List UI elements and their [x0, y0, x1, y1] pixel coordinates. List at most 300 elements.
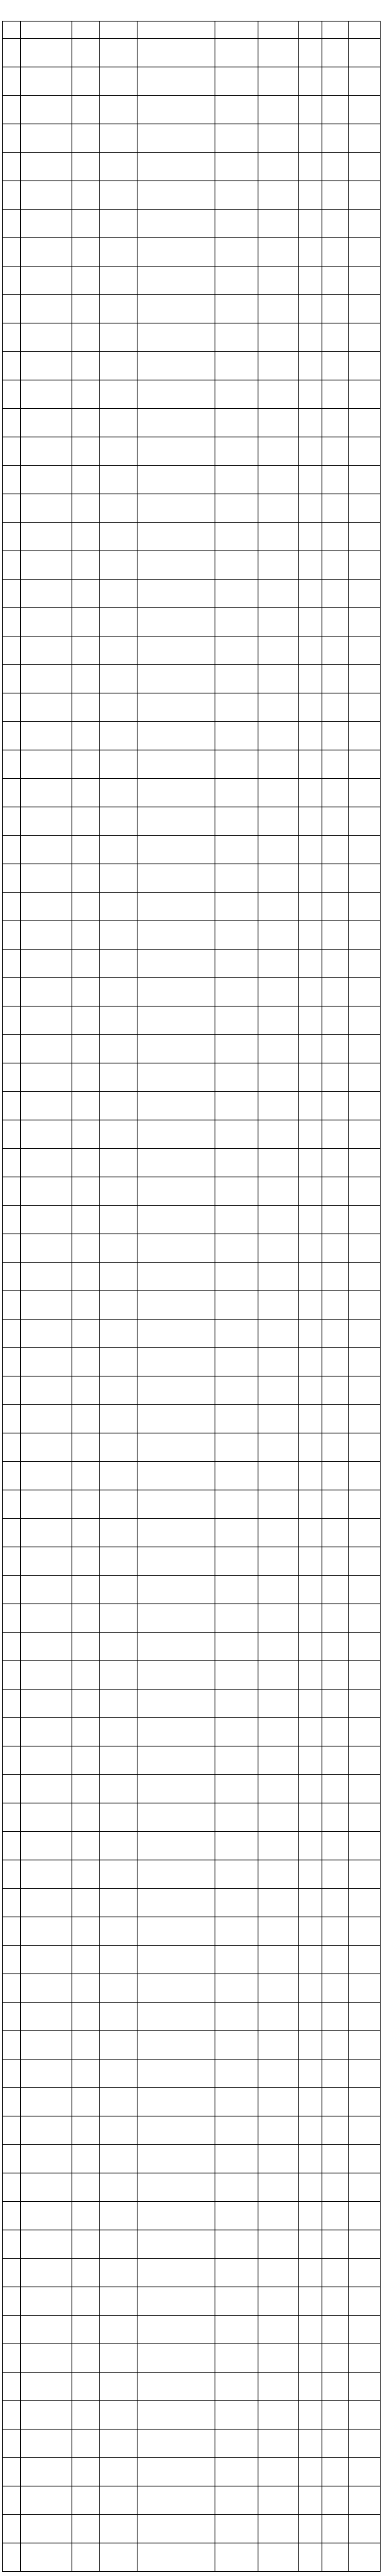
table-cell [299, 921, 322, 950]
table-cell [100, 950, 138, 978]
table-cell [258, 836, 299, 864]
table-cell [258, 1035, 299, 1063]
table-cell [72, 1377, 100, 1405]
table-cell [3, 2003, 21, 2031]
table-cell [138, 1860, 215, 1889]
table-cell [322, 1092, 349, 1120]
table-cell [299, 1206, 322, 1234]
table-cell [3, 637, 21, 665]
table-cell [258, 2173, 299, 2202]
table-cell [21, 2287, 72, 2316]
table-cell [3, 1547, 21, 1576]
table-cell [100, 2060, 138, 2088]
table-cell [21, 1604, 72, 1633]
table-cell [100, 323, 138, 352]
table-cell [258, 1832, 299, 1860]
table-cell [299, 352, 322, 380]
table-cell [299, 2515, 322, 2543]
table-cell [258, 1007, 299, 1035]
table-cell [215, 1063, 258, 1092]
table-cell [299, 267, 322, 295]
table-cell [322, 2173, 349, 2202]
table-cell [215, 2344, 258, 2373]
table-cell [72, 380, 100, 409]
table-cell [3, 1120, 21, 1149]
table-row [3, 1035, 381, 1063]
table-cell [138, 580, 215, 608]
table-cell [3, 1263, 21, 1291]
table-cell [100, 2145, 138, 2173]
table-cell [100, 1433, 138, 1462]
table-cell [215, 665, 258, 693]
table-cell [138, 466, 215, 494]
table-cell [215, 124, 258, 153]
table-row [3, 2003, 381, 2031]
table-cell [349, 124, 381, 153]
table-cell [258, 2543, 299, 2572]
table-cell [258, 2486, 299, 2515]
table-cell [299, 1120, 322, 1149]
table-cell [258, 2373, 299, 2401]
table-cell [215, 1746, 258, 1775]
table-cell [258, 409, 299, 437]
table-cell [72, 2259, 100, 2287]
table-cell [138, 2060, 215, 2088]
table-cell [258, 1604, 299, 1633]
table-cell [322, 1519, 349, 1547]
table-cell [138, 1120, 215, 1149]
table-cell [349, 409, 381, 437]
table-cell [299, 2373, 322, 2401]
table-cell [258, 1519, 299, 1547]
table-cell [21, 978, 72, 1007]
table-cell [138, 2088, 215, 2116]
table-cell [299, 2031, 322, 2060]
table-cell [349, 2003, 381, 2031]
table-cell [215, 1775, 258, 1803]
table-cell [349, 1433, 381, 1462]
table-cell [258, 352, 299, 380]
table-cell [322, 580, 349, 608]
table-cell [138, 2003, 215, 2031]
table-row [3, 1234, 381, 1263]
table-cell [21, 1092, 72, 1120]
table-cell [72, 1604, 100, 1633]
table-cell [138, 39, 215, 67]
table-cell [21, 1803, 72, 1832]
table-cell [215, 779, 258, 807]
table-cell [3, 1092, 21, 1120]
table-cell [322, 2316, 349, 2344]
table-cell [138, 921, 215, 950]
table-cell [258, 1320, 299, 1348]
table-cell [349, 295, 381, 323]
table-cell [3, 238, 21, 267]
table-cell [322, 2430, 349, 2458]
table-cell [21, 494, 72, 523]
table-cell [258, 2202, 299, 2230]
table-cell [72, 608, 100, 637]
table-cell [21, 750, 72, 779]
table-cell [21, 2401, 72, 2430]
table-cell [72, 96, 100, 124]
table-cell [299, 1661, 322, 1690]
table-row [3, 978, 381, 1007]
table-cell [215, 1889, 258, 1917]
table-cell [322, 2031, 349, 2060]
table-cell [299, 1291, 322, 1320]
table-cell [100, 1746, 138, 1775]
table-cell [3, 124, 21, 153]
table-cell [138, 807, 215, 836]
table-cell [3, 693, 21, 722]
table-cell [299, 2430, 322, 2458]
table-cell [258, 2116, 299, 2145]
table-cell [138, 2316, 215, 2344]
table-cell [21, 437, 72, 466]
table-cell [72, 466, 100, 494]
table-cell [299, 580, 322, 608]
table-cell [215, 2259, 258, 2287]
table-row [3, 2060, 381, 2088]
table-cell [3, 1462, 21, 1490]
table-cell [322, 1490, 349, 1519]
table-cell [3, 893, 21, 921]
table-cell [258, 1775, 299, 1803]
table-cell [349, 1263, 381, 1291]
table-cell [215, 2373, 258, 2401]
table-cell [299, 978, 322, 1007]
table-cell [299, 2173, 322, 2202]
table-cell [100, 2543, 138, 2572]
table-cell [322, 693, 349, 722]
table-cell [138, 1405, 215, 1433]
table-cell [21, 1263, 72, 1291]
table-cell [21, 1775, 72, 1803]
table-row [3, 1519, 381, 1547]
table-cell [3, 921, 21, 950]
table-row [3, 1576, 381, 1604]
table-cell [72, 693, 100, 722]
table-cell [100, 124, 138, 153]
table-cell [3, 779, 21, 807]
table-cell [138, 437, 215, 466]
table-cell [349, 1547, 381, 1576]
table-cell [299, 1234, 322, 1263]
table-cell [3, 1917, 21, 1946]
table-cell [3, 2543, 21, 2572]
table-cell [72, 1433, 100, 1462]
table-cell [349, 2202, 381, 2230]
table-row [3, 1348, 381, 1377]
table-cell [299, 1177, 322, 1206]
table-cell [72, 978, 100, 1007]
table-cell [21, 2060, 72, 2088]
table-cell [21, 2458, 72, 2486]
table-cell [215, 1519, 258, 1547]
table-cell [21, 1348, 72, 1377]
table-row [3, 1377, 381, 1405]
table-cell [322, 1291, 349, 1320]
table-cell [349, 2344, 381, 2373]
table-cell [3, 39, 21, 67]
table-row [3, 380, 381, 409]
table-cell [21, 1120, 72, 1149]
table-cell [100, 1690, 138, 1718]
table-cell [322, 1433, 349, 1462]
table-cell [100, 409, 138, 437]
table-cell [322, 1547, 349, 1576]
table-cell [349, 1405, 381, 1433]
table-cell [322, 722, 349, 750]
table-cell [138, 1149, 215, 1177]
table-cell [215, 1462, 258, 1490]
table-cell [21, 1405, 72, 1433]
table-cell [349, 67, 381, 96]
table-cell [21, 153, 72, 181]
table-cell [322, 1348, 349, 1377]
table-cell [258, 2088, 299, 2116]
table-cell [322, 1206, 349, 1234]
table-cell [258, 210, 299, 238]
table-cell [215, 2060, 258, 2088]
table-row [3, 2116, 381, 2145]
table-cell [349, 1775, 381, 1803]
table-cell [349, 1718, 381, 1746]
table-cell [3, 1206, 21, 1234]
table-cell [100, 523, 138, 551]
table-cell [258, 2515, 299, 2543]
table-cell [138, 1661, 215, 1690]
table-cell [299, 1490, 322, 1519]
table-cell [349, 1177, 381, 1206]
table-cell [100, 2173, 138, 2202]
table-cell [3, 437, 21, 466]
table-cell [72, 1291, 100, 1320]
table-cell [100, 1889, 138, 1917]
table-cell [215, 1348, 258, 1377]
table-cell [72, 2515, 100, 2543]
table-cell [258, 1490, 299, 1519]
table-cell [258, 1974, 299, 2003]
table-cell [349, 1206, 381, 1234]
table-cell [138, 1547, 215, 1576]
table-cell [299, 1974, 322, 2003]
table-cell [21, 210, 72, 238]
table-cell [349, 1889, 381, 1917]
table-cell [72, 722, 100, 750]
table-cell [72, 2344, 100, 2373]
table-cell [258, 807, 299, 836]
table-cell [215, 1803, 258, 1832]
table-cell [72, 1007, 100, 1035]
table-cell [299, 2116, 322, 2145]
table-cell [100, 2031, 138, 2060]
table-cell [100, 864, 138, 893]
table-cell [322, 807, 349, 836]
table-cell [21, 238, 72, 267]
table-cell [3, 1576, 21, 1604]
table-cell [215, 2515, 258, 2543]
table-cell [322, 380, 349, 409]
table-cell [299, 409, 322, 437]
table-cell [100, 1263, 138, 1291]
table-cell [258, 466, 299, 494]
table-cell [322, 1149, 349, 1177]
header-cell [72, 22, 100, 39]
table-cell [3, 1433, 21, 1462]
table-cell [299, 1576, 322, 1604]
table-cell [72, 1746, 100, 1775]
table-cell [3, 864, 21, 893]
table-cell [258, 1149, 299, 1177]
table-cell [3, 2287, 21, 2316]
table-cell [322, 950, 349, 978]
table-cell [138, 1063, 215, 1092]
table-cell [138, 523, 215, 551]
table-cell [72, 836, 100, 864]
table-cell [258, 1690, 299, 1718]
table-cell [138, 1490, 215, 1519]
table-cell [3, 1803, 21, 1832]
table-cell [138, 608, 215, 637]
table-cell [258, 238, 299, 267]
table-cell [138, 1462, 215, 1490]
table-cell [100, 836, 138, 864]
table-cell [72, 2230, 100, 2259]
table-cell [322, 2116, 349, 2145]
table-cell [322, 836, 349, 864]
table-cell [72, 210, 100, 238]
table-row [3, 2202, 381, 2230]
table-cell [215, 1547, 258, 1576]
table-cell [138, 67, 215, 96]
table-cell [21, 1718, 72, 1746]
table-cell [72, 153, 100, 181]
table-cell [299, 1377, 322, 1405]
table-cell [100, 1234, 138, 1263]
table-cell [215, 2430, 258, 2458]
table-cell [322, 2543, 349, 2572]
table-cell [3, 608, 21, 637]
table-cell [3, 267, 21, 295]
table-cell [322, 1974, 349, 2003]
table-cell [258, 2401, 299, 2430]
table-cell [21, 921, 72, 950]
table-cell [21, 1917, 72, 1946]
table-body [3, 39, 381, 2572]
table-cell [258, 1177, 299, 1206]
table-cell [215, 2543, 258, 2572]
table-cell [100, 1576, 138, 1604]
table-cell [349, 1120, 381, 1149]
table-cell [138, 2486, 215, 2515]
table-cell [322, 1120, 349, 1149]
table-cell [215, 1263, 258, 1291]
table-cell [138, 2344, 215, 2373]
table-cell [3, 1320, 21, 1348]
table-cell [138, 181, 215, 210]
table-row [3, 153, 381, 181]
table-cell [138, 693, 215, 722]
table-cell [215, 1320, 258, 1348]
table-cell [138, 1889, 215, 1917]
table-cell [258, 1063, 299, 1092]
table-cell [349, 1803, 381, 1832]
table-cell [299, 1803, 322, 1832]
table-cell [3, 1860, 21, 1889]
table-cell [21, 2259, 72, 2287]
table-cell [3, 181, 21, 210]
table-cell [138, 2230, 215, 2259]
table-cell [138, 2287, 215, 2316]
table-cell [100, 1149, 138, 1177]
table-cell [138, 267, 215, 295]
table-cell [322, 608, 349, 637]
table-row [3, 2173, 381, 2202]
header-cell [258, 22, 299, 39]
table-row [3, 1604, 381, 1633]
table-cell [299, 779, 322, 807]
table-cell [322, 238, 349, 267]
table-cell [299, 1860, 322, 1889]
header-cell [100, 22, 138, 39]
table-cell [349, 693, 381, 722]
table-cell [72, 1519, 100, 1547]
table-cell [215, 96, 258, 124]
table-cell [299, 39, 322, 67]
table-cell [349, 39, 381, 67]
table-cell [100, 1035, 138, 1063]
table-row [3, 1462, 381, 1490]
table-cell [21, 1007, 72, 1035]
table-cell [349, 380, 381, 409]
table-cell [322, 779, 349, 807]
table-cell [215, 1433, 258, 1462]
table-cell [3, 722, 21, 750]
table-cell [215, 978, 258, 1007]
table-cell [258, 380, 299, 409]
table-cell [21, 2145, 72, 2173]
table-cell [299, 1718, 322, 1746]
table-row [3, 1832, 381, 1860]
table-cell [21, 67, 72, 96]
table-cell [72, 750, 100, 779]
table-cell [72, 352, 100, 380]
table-cell [72, 1576, 100, 1604]
table-row [3, 124, 381, 153]
table-row [3, 1092, 381, 1120]
table-cell [349, 2401, 381, 2430]
table-row [3, 1917, 381, 1946]
table-row [3, 2515, 381, 2543]
table-cell [299, 1007, 322, 1035]
table-cell [3, 2230, 21, 2259]
table-cell [215, 323, 258, 352]
table-cell [258, 2145, 299, 2173]
table-cell [299, 750, 322, 779]
table-cell [100, 2202, 138, 2230]
table-cell [72, 1149, 100, 1177]
table-cell [72, 2543, 100, 2572]
table-cell [21, 1206, 72, 1234]
table-cell [21, 637, 72, 665]
table-cell [215, 1832, 258, 1860]
table-cell [258, 693, 299, 722]
table-cell [72, 181, 100, 210]
table-cell [299, 864, 322, 893]
table-cell [258, 494, 299, 523]
